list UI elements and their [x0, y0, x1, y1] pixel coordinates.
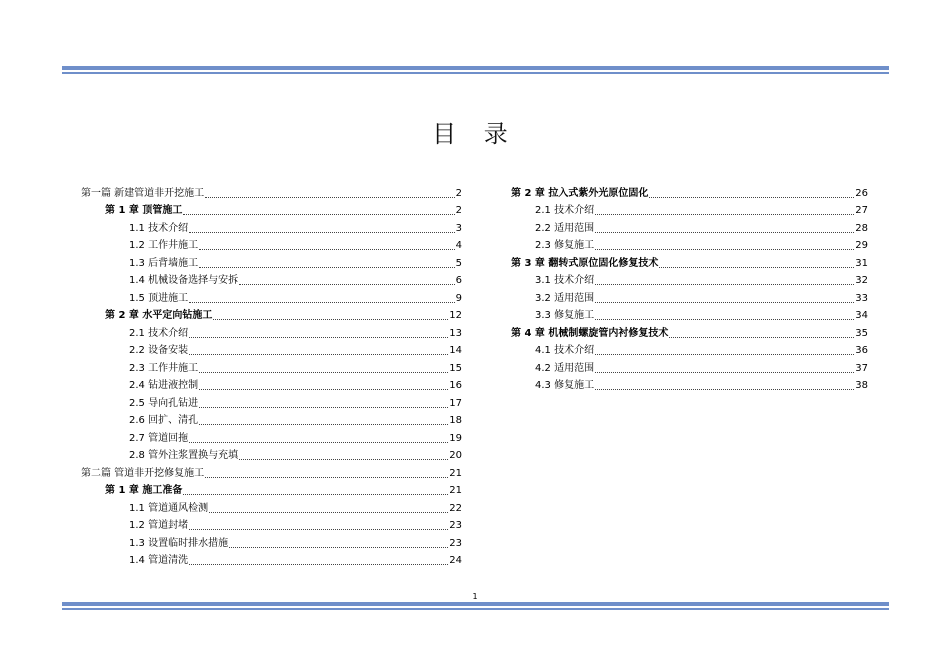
- toc-entry-label: 第 3 章 翻转式原位固化修复技术: [511, 257, 659, 269]
- toc-entry[interactable]: [511, 287, 868, 305]
- toc-entry-page: 2: [455, 187, 462, 199]
- toc-entry-page: 16: [449, 380, 462, 391]
- toc-entry-page: 22: [449, 502, 462, 514]
- toc-entry[interactable]: [81, 375, 462, 393]
- toc-entry-page: 32: [855, 275, 868, 286]
- toc-leader-dots: [183, 494, 448, 495]
- toc-entry-label: 3.1 技术介绍: [535, 275, 595, 286]
- toc-entry-page: 13: [449, 327, 462, 339]
- toc-entry-page: 23: [449, 537, 462, 549]
- toc-entry-page: 35: [855, 327, 868, 339]
- toc-leader-dots: [595, 249, 854, 250]
- toc-leader-dots: [199, 249, 455, 250]
- toc-entry-label: 2.5 导向孔钻进: [129, 397, 199, 409]
- toc-entry[interactable]: [81, 497, 462, 515]
- toc-entry[interactable]: [81, 462, 462, 480]
- toc-entry-page: 26: [855, 187, 868, 199]
- toc-leader-dots: [189, 442, 448, 443]
- toc-leader-dots: [595, 354, 854, 355]
- toc-entry[interactable]: [81, 550, 462, 568]
- toc-leader-dots: [205, 197, 454, 198]
- toc-entry-label: 4.3 修复施工: [535, 380, 595, 391]
- toc-entry-page: 9: [455, 292, 462, 304]
- toc-entry[interactable]: [81, 427, 462, 445]
- toc-left-column: [81, 182, 462, 567]
- toc-leader-dots: [183, 214, 454, 215]
- page-number: 1: [472, 592, 478, 601]
- toc-entry[interactable]: [81, 252, 462, 270]
- toc-leader-dots: [199, 407, 448, 408]
- toc-leader-dots: [239, 284, 455, 285]
- toc-leader-dots: [189, 337, 448, 338]
- toc-entry[interactable]: [511, 270, 868, 288]
- toc-leader-dots: [669, 337, 854, 338]
- toc-entry[interactable]: [511, 200, 868, 218]
- toc-entry[interactable]: [81, 200, 462, 218]
- toc-leader-dots: [595, 319, 854, 320]
- toc-leader-dots: [213, 319, 448, 320]
- toc-entry[interactable]: [81, 270, 462, 288]
- toc-entry-page: 19: [449, 432, 462, 444]
- toc-entry-page: 3: [455, 222, 462, 234]
- toc-entry-label: 2.1 技术介绍: [535, 205, 595, 216]
- toc-entry-page: 36: [855, 345, 868, 356]
- toc-entry-page: 37: [855, 362, 868, 374]
- toc-entry[interactable]: [81, 532, 462, 550]
- toc-entry[interactable]: [511, 322, 868, 340]
- toc-entry-label: 3.2 适用范围: [535, 292, 595, 304]
- toc-leader-dots: [595, 389, 854, 390]
- toc-entry-label: 2.2 适用范围: [535, 222, 595, 234]
- toc-entry[interactable]: [81, 182, 462, 200]
- toc-entry-label: 第 2 章 拉入式紫外光原位固化: [511, 187, 649, 199]
- toc-leader-dots: [189, 302, 455, 303]
- toc-entry-page: 18: [449, 415, 462, 426]
- toc-leader-dots: [199, 424, 448, 425]
- toc-entry-page: 23: [449, 520, 462, 531]
- toc-entry-page: 4: [455, 240, 462, 251]
- toc-leader-dots: [595, 214, 854, 215]
- toc-entry[interactable]: [81, 287, 462, 305]
- toc-entry-label: 2.2 设备安装: [129, 345, 189, 356]
- toc-entry-page: 34: [855, 310, 868, 321]
- toc-entry-page: 12: [449, 310, 462, 321]
- toc-entry[interactable]: [81, 445, 462, 463]
- toc-entry[interactable]: [81, 515, 462, 533]
- toc-entry[interactable]: [81, 392, 462, 410]
- footer-rule: [62, 602, 889, 610]
- toc-leader-dots: [189, 354, 448, 355]
- toc-entry-page: 24: [449, 555, 462, 566]
- toc-entry-label: 3.3 修复施工: [535, 310, 595, 321]
- toc-entry-label: 1.5 顶进施工: [129, 292, 189, 304]
- toc-entry[interactable]: [511, 340, 868, 358]
- toc-entry-page: 38: [855, 380, 868, 391]
- toc-right-column: [511, 182, 868, 392]
- toc-leader-dots: [595, 232, 854, 233]
- page-title: 目 录: [432, 120, 518, 148]
- toc-leader-dots: [199, 267, 455, 268]
- toc-entry-label: 2.1 技术介绍: [129, 327, 189, 339]
- toc-entry-label: 4.2 适用范围: [535, 362, 595, 374]
- toc-entry-label: 2.8 管外注浆置换与充填: [129, 450, 239, 461]
- toc-entry-label: 2.6 回扩、清孔: [129, 415, 199, 426]
- toc-entry-label: 1.4 管道清洗: [129, 555, 189, 566]
- toc-entry-label: 第一篇 新建管道非开挖施工: [81, 187, 205, 199]
- toc-entry[interactable]: [81, 235, 462, 253]
- toc-entry[interactable]: [511, 375, 868, 393]
- toc-entry[interactable]: [511, 182, 868, 200]
- toc-entry-label: 4.1 技术介绍: [535, 345, 595, 356]
- toc-entry[interactable]: [511, 305, 868, 323]
- toc-entry-label: 第 4 章 机械制螺旋管内衬修复技术: [511, 327, 669, 339]
- toc-entry-page: 29: [855, 240, 868, 251]
- toc-entry-label: 2.3 修复施工: [535, 240, 595, 251]
- toc-leader-dots: [659, 267, 854, 268]
- toc-entry-label: 第 1 章 顶管施工: [105, 205, 183, 216]
- toc-leader-dots: [595, 284, 854, 285]
- toc-entry-label: 第二篇 管道非开挖修复施工: [81, 467, 205, 479]
- toc-entry-page: 20: [449, 450, 462, 461]
- toc-entry[interactable]: [81, 322, 462, 340]
- toc-entry[interactable]: [511, 357, 868, 375]
- toc-entry[interactable]: [511, 252, 868, 270]
- toc-leader-dots: [209, 512, 448, 513]
- toc-leader-dots: [595, 302, 854, 303]
- toc-entry-page: 27: [855, 205, 868, 216]
- toc-leader-dots: [199, 389, 448, 390]
- toc-leader-dots: [595, 372, 854, 373]
- toc-leader-dots: [189, 529, 448, 530]
- toc-entry[interactable]: [81, 357, 462, 375]
- toc-entry-page: 5: [455, 257, 462, 269]
- toc-entry[interactable]: [511, 235, 868, 253]
- toc-entry[interactable]: [81, 410, 462, 428]
- toc-entry-page: 28: [855, 222, 868, 234]
- toc-leader-dots: [205, 477, 448, 478]
- toc-entry-label: 2.7 管道回拖: [129, 432, 189, 444]
- toc-entry[interactable]: [81, 340, 462, 358]
- toc-entry-label: 1.3 后背墙施工: [129, 257, 199, 269]
- toc-entry[interactable]: [81, 217, 462, 235]
- toc-leader-dots: [239, 459, 448, 460]
- toc-entry-label: 第 1 章 施工准备: [105, 485, 183, 496]
- toc-entry-label: 1.1 技术介绍: [129, 222, 189, 234]
- toc-entry-page: 15: [449, 362, 462, 374]
- toc-entry-label: 1.2 工作井施工: [129, 240, 199, 251]
- toc-leader-dots: [199, 372, 448, 373]
- toc-entry[interactable]: [511, 217, 868, 235]
- toc-leader-dots: [189, 232, 455, 233]
- toc-leader-dots: [649, 197, 854, 198]
- toc-entry-page: 21: [449, 485, 462, 496]
- toc-leader-dots: [229, 547, 448, 548]
- toc-entry-label: 2.4 钻进液控制: [129, 380, 199, 391]
- toc-entry-page: 21: [449, 467, 462, 479]
- toc-entry-label: 1.3 设置临时排水措施: [129, 537, 229, 549]
- toc-entry[interactable]: [81, 305, 462, 323]
- toc-entry[interactable]: [81, 480, 462, 498]
- toc-entry-label: 2.3 工作井施工: [129, 362, 199, 374]
- toc-leader-dots: [189, 564, 448, 565]
- toc-entry-label: 1.4 机械设备选择与安拆: [129, 275, 239, 286]
- toc-entry-page: 14: [449, 345, 462, 356]
- toc-entry-page: 2: [455, 205, 462, 216]
- toc-entry-label: 1.2 管道封堵: [129, 520, 189, 531]
- header-rule: [62, 66, 889, 74]
- toc-entry-page: 17: [449, 397, 462, 409]
- toc-entry-page: 6: [455, 275, 462, 286]
- toc-entry-page: 33: [855, 292, 868, 304]
- toc-entry-label: 第 2 章 水平定向钻施工: [105, 310, 213, 321]
- toc-entry-page: 31: [855, 257, 868, 269]
- toc-entry-label: 1.1 管道通风检测: [129, 502, 209, 514]
